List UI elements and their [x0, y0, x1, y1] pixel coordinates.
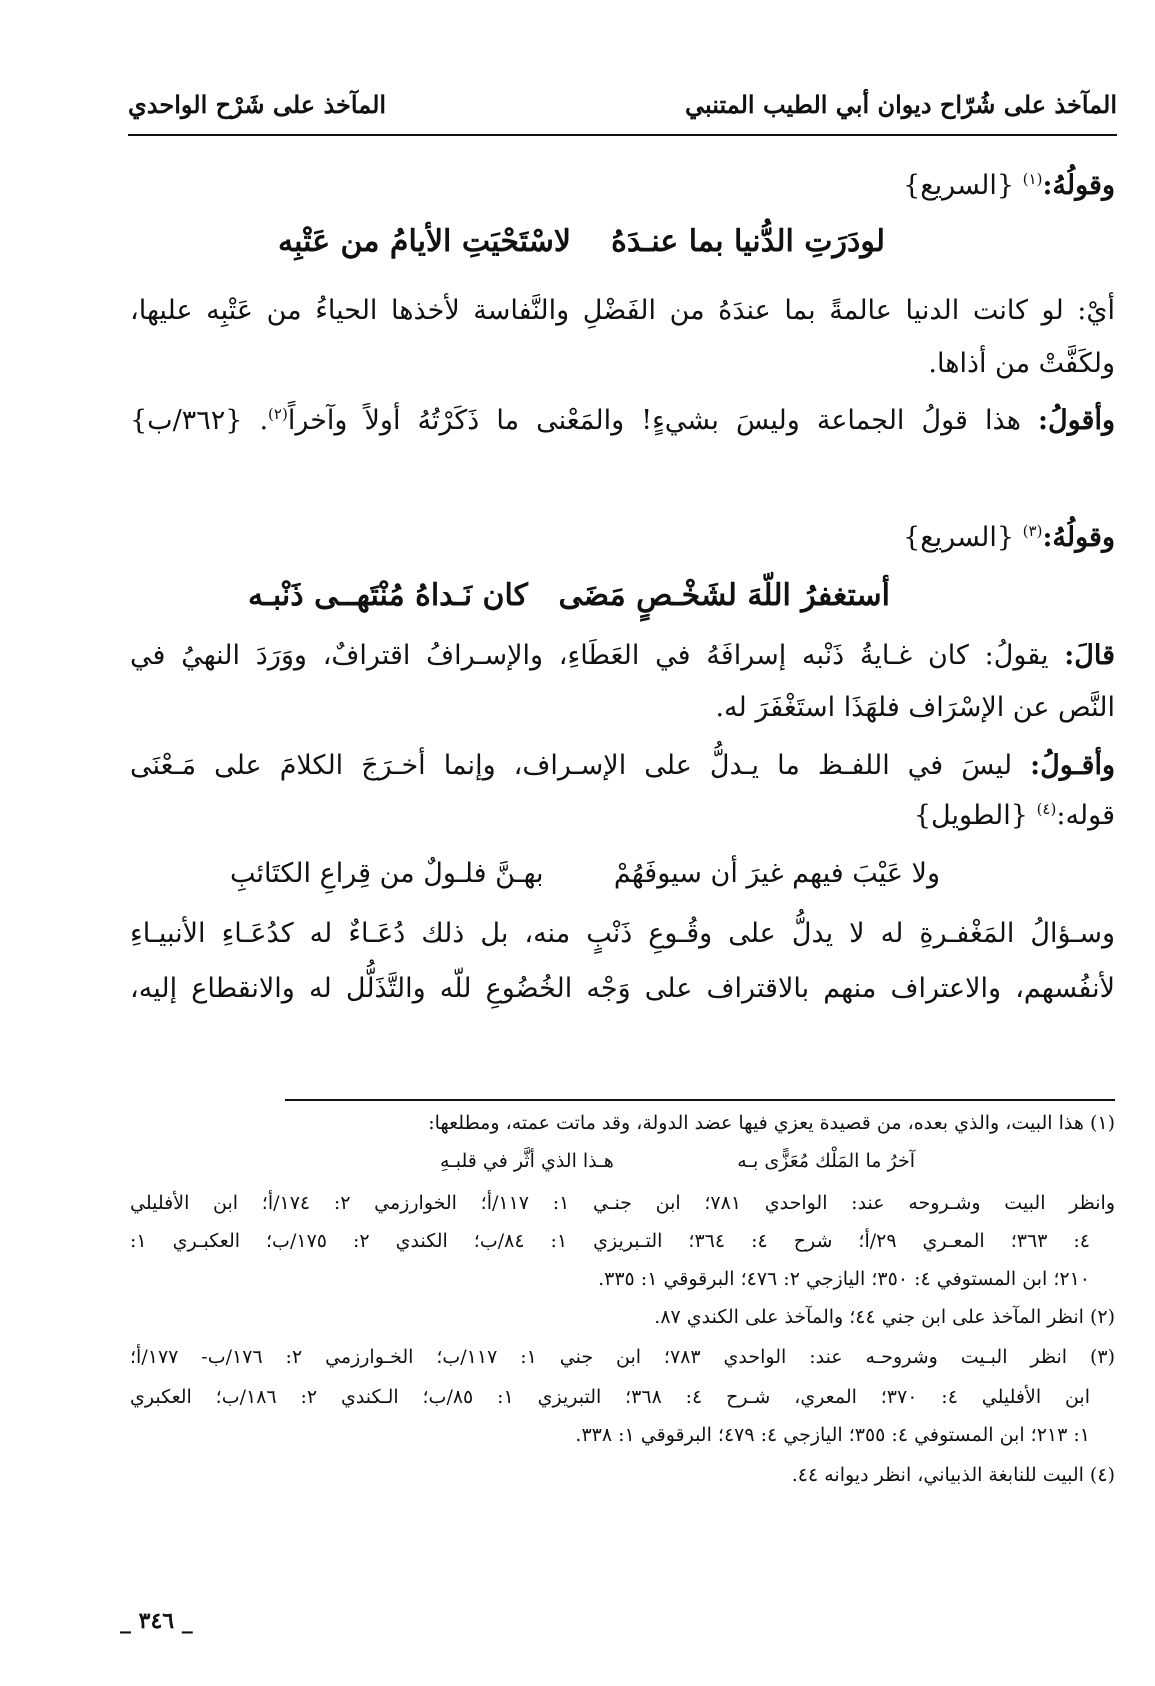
qal-paragraph-cont: النَّص عن الإسْرَاف فلهَذَا استَغْفَرَ له. — [715, 692, 1115, 723]
meter-label: {الطويل} — [913, 800, 1028, 831]
footnote-1-cont: ٤: ٣٦٣؛ المعـري ٢٩/أ؛ شرح ٤: ٣٦٤؛ التـبريزي ١: ٨٤/ب؛ الكندي ٢: ١٧٥/ب؛ العكبـري ١: — [130, 1230, 1091, 1252]
body-line: وسـؤالُ المَغْفـرةِ له لا يدلُّ على وقُـوعِ ذَنْبٍ منه، بل ذلك دُعَـاءٌ له كدُعَـاءِ الأنبيـاءِ — [130, 918, 1115, 949]
footnote-1: (١) هذا البيت، والذي بعده، من قصيدة يعزي فيها عضد الدولة، وقد ماتت عمته، ومطلعها: — [428, 1112, 1115, 1134]
intro-keyword: وقولُهُ: — [1042, 522, 1115, 553]
footnote-2: (٢) انظر المآخذ على ابن جني ٤٤؛ والمآخذ على الكندي ٨٧. — [654, 1306, 1115, 1328]
footnote-3-cont: ابن الأفليلي ٤: ٣٧٠؛ المعري، شـرح ٤: ٣٦٨؛ التبريزي ١: ٨٥/ب؛ الـكندي ٢: ١٨٦/ب؛ العكبري — [130, 1386, 1090, 1408]
section1-intro — [700, 170, 1115, 201]
quoted-verse-second: بهـنَّ فلـولٌ من قِراعِ الكتَائبِ — [230, 858, 544, 889]
footnote-ref: (٣) — [1022, 522, 1043, 540]
page-number: _ ٣٤٦ _ — [120, 1608, 193, 1634]
footnote-verse-second: هـذا الذي أثَّر في قلبـهِ — [440, 1150, 614, 1172]
quote-intro-text: قوله: — [1056, 800, 1115, 831]
footnote-3: (٣) انظر البـيت وشروحـه عند: الواحدي ٧٨٣؛ ابن جني ١: ١١٧/ب؛ الخـوارزمي ٢: ١٧٦/ب- ١٧٧/أ؛ — [130, 1346, 1115, 1368]
reply-keyword: وأقولُ: — [1038, 405, 1115, 436]
verse2-hemistich-first: أستغفرُ اللّهَ لشَخْـصٍ مَضَى — [558, 578, 890, 613]
footnote-1-cont: وانظر البيت وشـروحه عند: الواحدي ٧٨١؛ ابن جنـي ١: ١١٧/أ؛ الخوارزمي ٢: ١٧٤/أ؛ ابن الأفليلي — [130, 1192, 1115, 1214]
verse1-hemistich-first: لودَرَتِ الدُّنيا بما عنـدَهُ — [611, 224, 885, 259]
footnote-4: (٤) البيت للنابغة الذبياني، انظر ديوانه ٤٤. — [791, 1464, 1115, 1486]
footnote-ref: (٢) — [268, 405, 288, 423]
commentary-line: أيْ: لو كانت الدنيا عالمةً بما عندَهُ من الفَضْلِ والنَّفاسة لأخذها الحياءُ من عَتْبِه عليها، — [130, 295, 1115, 326]
reply-paragraph — [130, 750, 1115, 781]
verse2-hemistich-second: كان نَـداهُ مُنْتَهــى ذَنْبـه — [248, 578, 528, 613]
reply-text: ليسَ في اللفـظ ما يـدلُّ على الإسـراف، وإنما أخـرَجَ الكلامَ على مَـعْنَى — [130, 750, 1013, 781]
header-chapter-title: المآخذ على شَرْح الواحدي — [128, 90, 387, 119]
meter-label: {السريع} — [903, 170, 1015, 201]
reply-keyword: وأقـولُ: — [1030, 750, 1115, 781]
meter-label: {السريع} — [903, 522, 1015, 553]
reply-text: هذا قولُ الجماعة وليسَ بشيءٍ! والمَعْنى ما ذَكَرْتُهُ أولاً وآخراً — [287, 405, 1021, 436]
footnote-1-cont: ٢١٠؛ ابن المستوفي ٤: ٣٥٠؛ اليازجي ٢: ٤٧٦؛ البرقوقي ١: ٣٣٥. — [598, 1268, 1090, 1290]
footnote-rule — [285, 1099, 1115, 1101]
quote-intro — [700, 800, 1115, 831]
running-header — [128, 88, 1117, 136]
qal-keyword: قالَ: — [1064, 640, 1115, 671]
footnote-3-cont: ١: ٢١٣؛ ابن المستوفي ٤: ٣٥٥؛ اليازجي ٤: ٤٧٩؛ البرقوقي ١: ٣٣٨. — [575, 1424, 1090, 1446]
header-book-title: المآخذ على شُرّاح ديوان أبي الطيب المتنبي — [685, 90, 1117, 119]
verse1-hemistich-second: لاسْتَحْيَتِ الأيامُ من عَتْبِه — [278, 224, 572, 259]
quoted-verse-first: ولا عَيْبَ فيهم غيرَ أن سيوفَهُمْ — [613, 858, 940, 889]
section2-intro — [700, 522, 1115, 553]
body-line: لأنفُسهم، والاعتراف منهم بالاقتراف على وَجْه الخُضُوعِ للّه والتَّذَلُّل له والانقطاع إليه، — [130, 973, 1115, 1004]
footnote-verse-first: آخرُ ما المَلْك مُعَزًّى بـه — [737, 1150, 915, 1172]
commentary-line: ولكَفَّتْ من أذاها. — [928, 348, 1115, 379]
qal-paragraph — [130, 640, 1115, 671]
qal-text: يقولُ: كان غـايةُ ذَنْبه إسرافَهُ في العَطَاءِ، والإسـرافُ اقترافٌ، ووَرَدَ النهيُ في — [130, 640, 1049, 671]
intro-keyword: وقولُهُ: — [1042, 170, 1115, 201]
footnote-ref: (٤) — [1036, 800, 1057, 818]
manuscript-ref: . {٣٦٢/ب} — [130, 405, 269, 436]
footnote-ref: (١) — [1022, 170, 1043, 188]
reply-paragraph — [130, 405, 1115, 436]
